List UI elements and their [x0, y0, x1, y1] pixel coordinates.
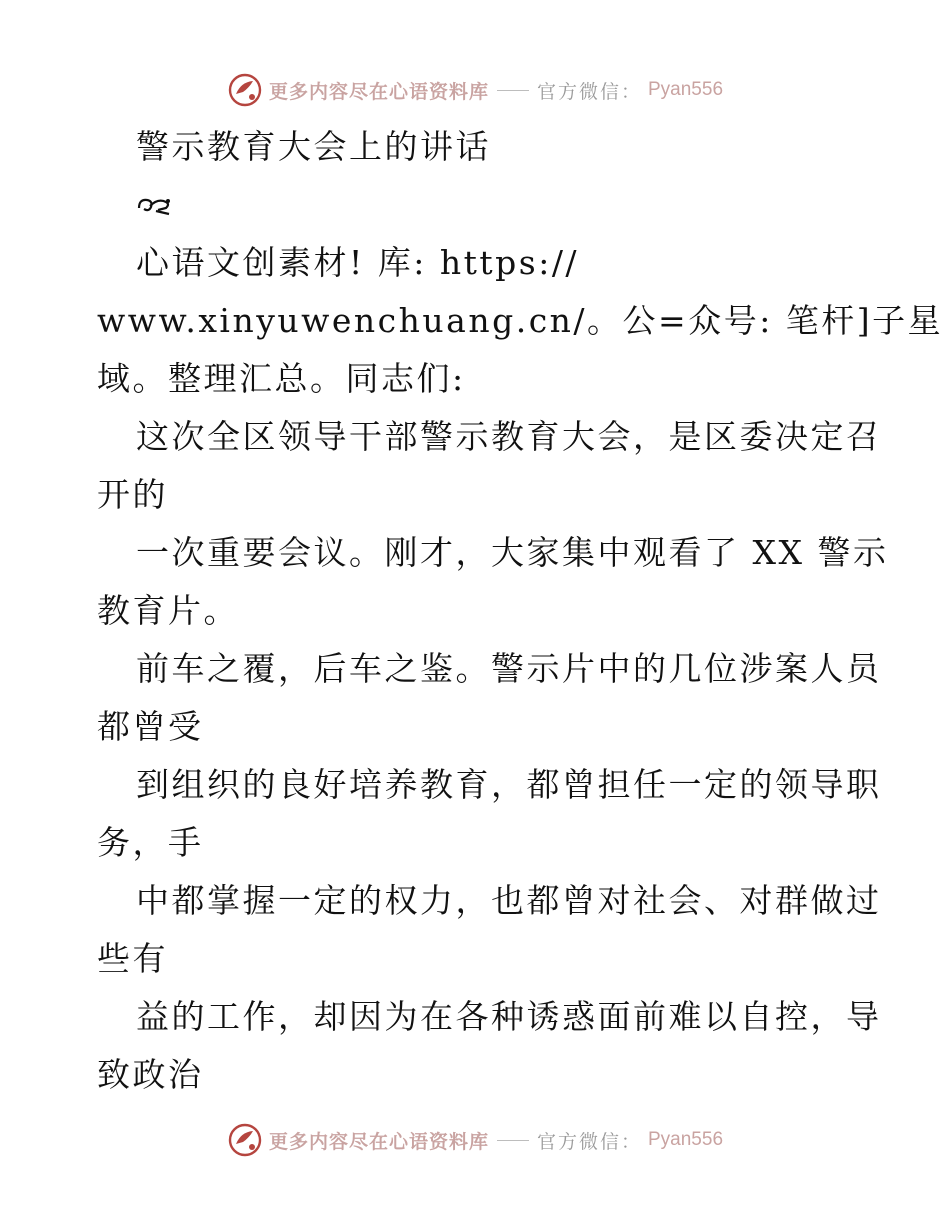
banner-official-label: 官方微信： — [536, 80, 642, 103]
document-line: 中都掌握一定的权力，也都曾对社会、对群做过 — [136, 881, 882, 920]
banner-main-text: 更多内容尽在心语资料库 — [268, 80, 489, 103]
document-line: 心语文创素材! 库: https:// — [136, 243, 580, 282]
logo-icon — [227, 1122, 263, 1158]
document-line: 致政治 — [97, 1055, 204, 1094]
document-line: 前车之覆，后车之鉴。警示片中的几位涉案人员 — [136, 649, 882, 688]
banner-divider — [497, 90, 529, 91]
document-line: 开的 — [97, 475, 168, 514]
document-line: 域。整理汇总。同志们: — [97, 359, 466, 398]
logo-icon — [227, 72, 263, 108]
document-lines — [97, 234, 944, 1104]
document-line: 一次重要会议。刚才，大家集中观看了 XX 警示 — [136, 533, 889, 572]
document-line: 务，手 — [97, 823, 204, 862]
banner-wechat-id: Pyan556 — [648, 1129, 724, 1150]
document-line: 些有 — [97, 939, 168, 978]
document-title: 警示教育大会上的讲话 — [136, 127, 491, 166]
banner-wechat-id: Pyan556 — [648, 79, 724, 100]
banner-main-text: 更多内容尽在心语资料库 — [268, 1130, 489, 1153]
document-line: www.xinyuwenchuang.cn/。公=众号: 笔杆]子星 — [97, 301, 944, 340]
document-body — [97, 118, 944, 1104]
document-line: 这次全区领导干部警示教育大会，是区委决定召 — [136, 417, 882, 456]
document-line: 教育片。 — [97, 591, 239, 630]
footer-banner — [0, 1120, 950, 1160]
document-line: 益的工作，却因为在各种诱惑面前难以自控，导 — [136, 997, 882, 1036]
document-line: 到组织的良好培养教育，都曾担任一定的领导职 — [136, 765, 882, 804]
banner-official-label: 官方微信： — [536, 1130, 642, 1153]
header-banner — [0, 70, 950, 110]
document-line: 都曾受 — [97, 707, 204, 746]
ornament-row — [97, 176, 857, 234]
banner-divider — [497, 1140, 529, 1141]
flourish-ornament-icon — [136, 194, 172, 216]
